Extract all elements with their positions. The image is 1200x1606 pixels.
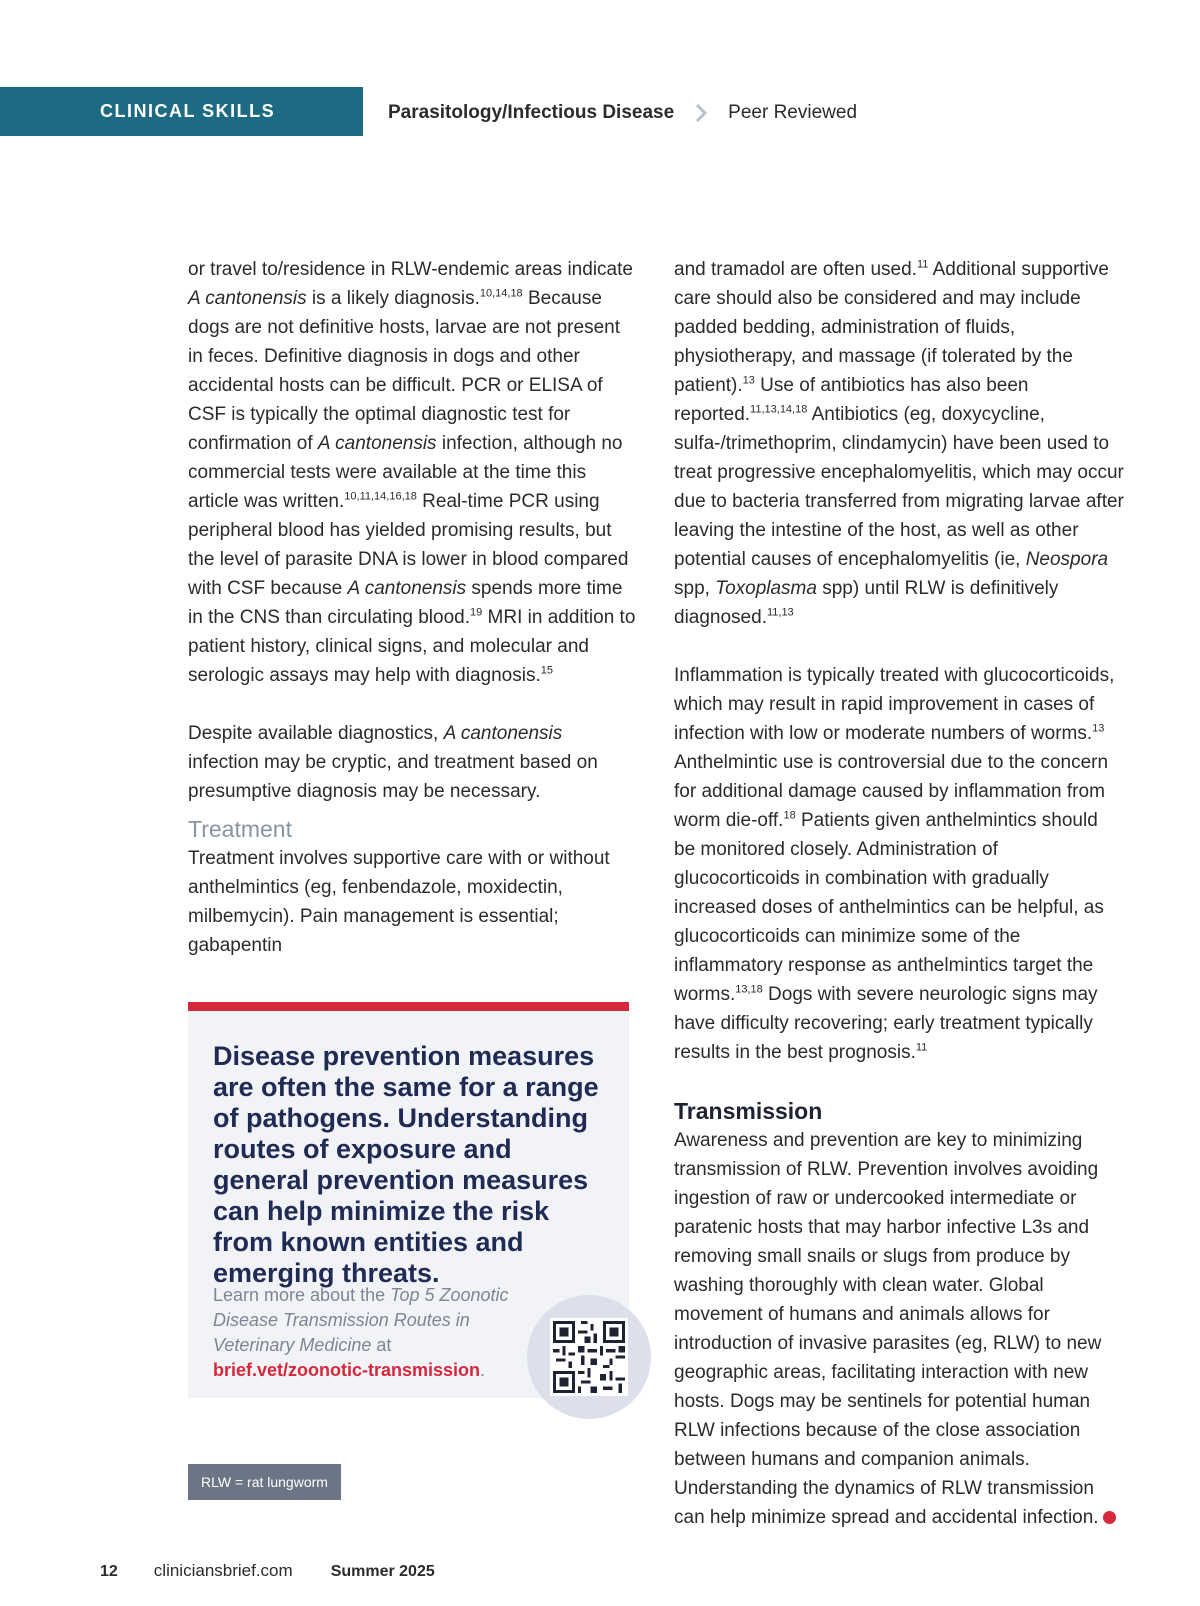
treatment-paragraph: Treatment involves supportive care with or without anthelmintics (eg, fenbendazole, moxidectin, milbemycin). Pain management is essential; gabapentin <box>188 848 610 956</box>
page-footer <box>100 1561 435 1581</box>
website-link[interactable]: cliniciansbrief.com <box>153 1561 293 1580</box>
reference-marker: 11 <box>915 1041 928 1054</box>
presumptive-paragraph: Despite available diagnostics, A cantonensis infection may be cryptic, and treatment based on presumptive diagnosis may be necessary. <box>188 723 598 802</box>
supportive-care-paragraph: and tramadol are often used.$^{11}$ Additional supportive care should also be considered and may include padded bedding, administration of fluids, physiotherapy, and massage (if tolerated by the patient).$^{13}$ Use of antibiotics has also been reported.$^{11,13,14,18}$ Antibiotics (eg, doxycycline, sulfa-/trimethoprim, clindamycin) have been used to treat progressive encephalomyelitis, which may occur due to bacteria transferred from migrating larvae after leaving the intestine of the host, as well as other potential causes of encephalomyelitis (ie, Neospora spp, Toxoplasma spp) until RLW is definitively diagnosed.$^{11,13}$ <box>674 258 1124 628</box>
reference-marker: 10,11,14,16,18 <box>344 490 417 503</box>
review-status: Peer Reviewed <box>728 102 858 123</box>
reference-marker: 13 <box>742 374 755 387</box>
category-label: Parasitology/Infectious Disease <box>388 102 675 123</box>
breadcrumb <box>388 98 857 128</box>
treatment-heading: Treatment <box>188 816 292 842</box>
reference-marker: 13 <box>1092 722 1105 735</box>
page-number: 12 <box>100 1563 118 1580</box>
reference-marker: 13,18 <box>735 983 763 996</box>
reference-marker: 11,13,14,18 <box>750 403 808 416</box>
reference-marker: 18 <box>783 809 796 822</box>
diagnosis-paragraph: or travel to/residence in RLW-endemic areas indicate A cantonensis is a likely diagnosis.$^{10,14,18}$ Because dogs are not definitive hosts, larvae are not present in feces. Definitive diagnosis in dogs and other accidental hosts can be difficult. PCR or ELISA of CSF is typically the optimal diagnostic test for confirmation of A cantonensis infection, although no commercial tests were available at the time this article was written.$^{10,11,14,16,18}$ Real-time PCR using peripheral blood has yielded promising results, but the level of parasite DNA is lower in blood compared with CSF because A cantonensis spends more time in the CNS than circulating blood.$^{19}$ MRI in addition to patient history, clinical signs, and molecular and serologic assays may help with diagnosis.$^{15}$ <box>188 259 636 686</box>
reference-marker: 15 <box>540 664 553 677</box>
transmission-heading: Transmission <box>674 1098 823 1124</box>
reference-marker: 10,14,18 <box>479 287 523 300</box>
abbreviation-note: RLW = rat lungworm <box>188 1464 341 1500</box>
transmission-paragraph: Awareness and prevention are key to minimizing transmission of RLW. Prevention involves avoiding ingestion of raw or undercooked intermediate or paratenic hosts that may harbor infective L3s and removing small snails or slugs from produce by washing thoroughly with clean water. Global movement of humans and animals allows for introduction of invasive parasites (eg, RLW) to new geographic areas, facilitating interaction with new hosts. Dogs may be sentinels for potential human RLW infections because of the close association between humans and companion animals. Understanding the dynamics of RLW transmission can help minimize spread and accidental infection. <box>674 1126 1124 1532</box>
left-column <box>188 255 638 960</box>
qr-code-icon <box>550 1318 628 1396</box>
end-of-article-icon <box>1103 1511 1116 1524</box>
zoonotic-transmission-link[interactable]: brief.vet/zoonotic-transmission <box>213 1360 481 1380</box>
reference-marker: 19 <box>470 606 483 619</box>
qr-code-badge[interactable] <box>527 1295 651 1419</box>
pull-quote: Disease prevention measures are often the same for a range of pathogens. Understanding routes of exposure and general prevention measures can help minimize the risk from known entities and emerging threats. <box>213 1041 599 1288</box>
section-label: CLINICAL SKILLS <box>0 87 363 136</box>
reference-marker: 11,13 <box>766 606 794 619</box>
issue-label: Summer 2025 <box>330 1563 435 1580</box>
reference-marker: 11 <box>916 258 929 271</box>
inflammation-paragraph: Inflammation is typically treated with glucocorticoids, which may result in rapid improvement in cases of infection with low or moderate numbers of worms.$^{13}$ Anthelmintic use is controversial due to the concern for additional damage caused by inflammation from worm die-off.$^{18}$ Patients given anthelmintics should be monitored closely. Administration of glucocorticoids in combination with gradually increased doses of anthelmintics can be helpful, as glucocorticoids can minimize some of the inflammatory response as anthelmintics target the worms.$^{13,18}$ Dogs with severe neurologic signs may have difficulty recovering; early treatment typically results in the best prognosis.$^{11}$ <box>674 665 1115 1063</box>
right-column <box>674 255 1124 1532</box>
learn-more-text: Learn more about the Top 5 Zoonotic Disease Transmission Routes in Veterinary Medicine at brief.vet/zoonotic-transmission. <box>213 1285 509 1380</box>
chevron-right-icon <box>694 103 708 123</box>
